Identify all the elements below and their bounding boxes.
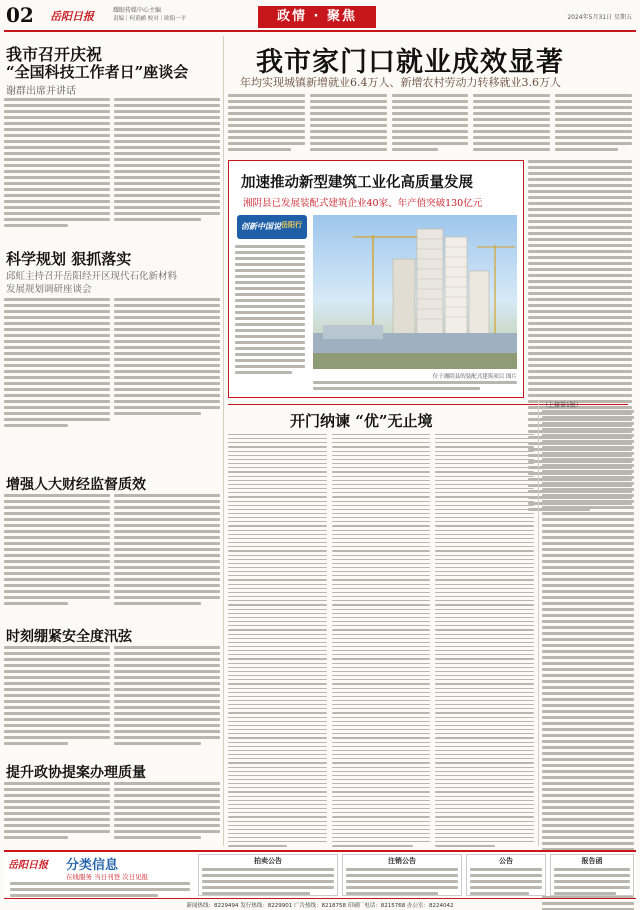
- feature-photo-drawing: [313, 215, 517, 369]
- masthead-slogan: 耀眼传媒中心主编: [113, 7, 162, 14]
- classified-ads: [4, 850, 636, 896]
- feature-subtitle: 湘阴县已发展装配式建筑企业40家、年产值突破130亿元: [243, 198, 483, 209]
- footer-paper-logo: 岳阳日报: [8, 860, 48, 871]
- story-body-planning: [4, 298, 220, 448]
- feature-logo-text: 创新中国说: [241, 222, 281, 231]
- story-title-npc-finance: 增强人大财经监督质效: [6, 477, 146, 493]
- classified-title: 分类信息: [66, 858, 119, 873]
- footer-contacts: 新闻热线：8229494 发行热线：8229901 广告热线：8218758 印刷厂电话：8215768 办公室：8224042: [4, 898, 636, 909]
- story-body-npc-finance: [4, 494, 220, 620]
- feature-body-left: [235, 245, 305, 395]
- feature-photo: [313, 215, 517, 369]
- lead-story-continuation: [528, 160, 632, 398]
- notice-auction: [198, 854, 338, 896]
- second-story-body: [228, 434, 534, 846]
- story-body-flood-safety: [4, 646, 220, 756]
- notice-general: [466, 854, 546, 896]
- feature-photo-credit: 图片: [505, 374, 517, 380]
- lead-story-subtitle: 年均实现城镇新增就业6.4万人、新增农村劳动力转移就业3.6万人: [240, 76, 561, 89]
- right-column-body: [542, 410, 634, 846]
- story-title-planning: 科学规划 狠抓落实: [6, 250, 132, 268]
- notice-general-title: 公告: [499, 857, 513, 865]
- notice-auction-title: 拍卖公告: [254, 857, 282, 865]
- notice-cancellation-title: 注销公告: [388, 857, 416, 865]
- feature-logo: [237, 215, 307, 239]
- notice-report: [550, 854, 634, 896]
- story-subtitle-planning-line2: 发展规划调研座谈会: [6, 284, 92, 295]
- story-body-cppcc-proposals: [4, 782, 220, 844]
- story-title-tech-day-line2: “全国科技工作者日”座谈会: [6, 63, 189, 81]
- story-subtitle-planning-line1: 邱虹主持召开岳阳经开区现代石化新材料: [6, 271, 178, 282]
- issue-date: 2024年5月31日 星期五: [567, 14, 632, 21]
- continued-from-note: （上接第1版）: [542, 402, 582, 409]
- left-column: [4, 36, 220, 846]
- lead-story-title: 我市家门口就业成效显著: [256, 47, 564, 78]
- feature-box: [228, 160, 524, 398]
- feature-body-bottom: [313, 381, 517, 395]
- story-title-flood-safety: 时刻绷紧安全度汛弦: [6, 629, 132, 645]
- masthead-rule: [4, 30, 636, 32]
- classified-subtitle: 在线服务 当日刊登 次日见报: [66, 873, 149, 881]
- masthead: [0, 0, 640, 34]
- notice-report-title: 报告函: [581, 857, 603, 865]
- masthead-editors: 责编｜何黄鹂 校对｜欧阳一平: [113, 16, 187, 22]
- feature-logo-accent: 岳阳行: [281, 221, 302, 229]
- lead-story-body: [228, 94, 632, 154]
- feature-photo-caption: [313, 372, 517, 380]
- story-body-tech-day: [4, 98, 220, 244]
- second-story-title: 开门纳谏 “优”无止境: [290, 412, 433, 430]
- notice-cancellation: [342, 854, 462, 896]
- column-divider-left: [223, 36, 224, 846]
- feature-title: 加速推动新型建筑工业化高质量发展: [241, 174, 473, 191]
- feature-photo-caption-text: 位于湘阴县的装配式建筑项目: [432, 374, 505, 380]
- column-divider-right: [538, 400, 539, 846]
- paper-logo: 岳阳日报: [50, 10, 94, 23]
- classified-block-1: [10, 882, 190, 897]
- page-number: 02: [6, 3, 34, 27]
- story-title-tech-day-line1: 我市召开庆祝: [6, 45, 103, 64]
- story-byline-tech-day: 谢群出席并讲话: [6, 86, 76, 97]
- story-title-cppcc-proposals: 提升政协提案办理质量: [6, 765, 146, 781]
- section-badge: 政情 · 聚焦: [258, 6, 376, 28]
